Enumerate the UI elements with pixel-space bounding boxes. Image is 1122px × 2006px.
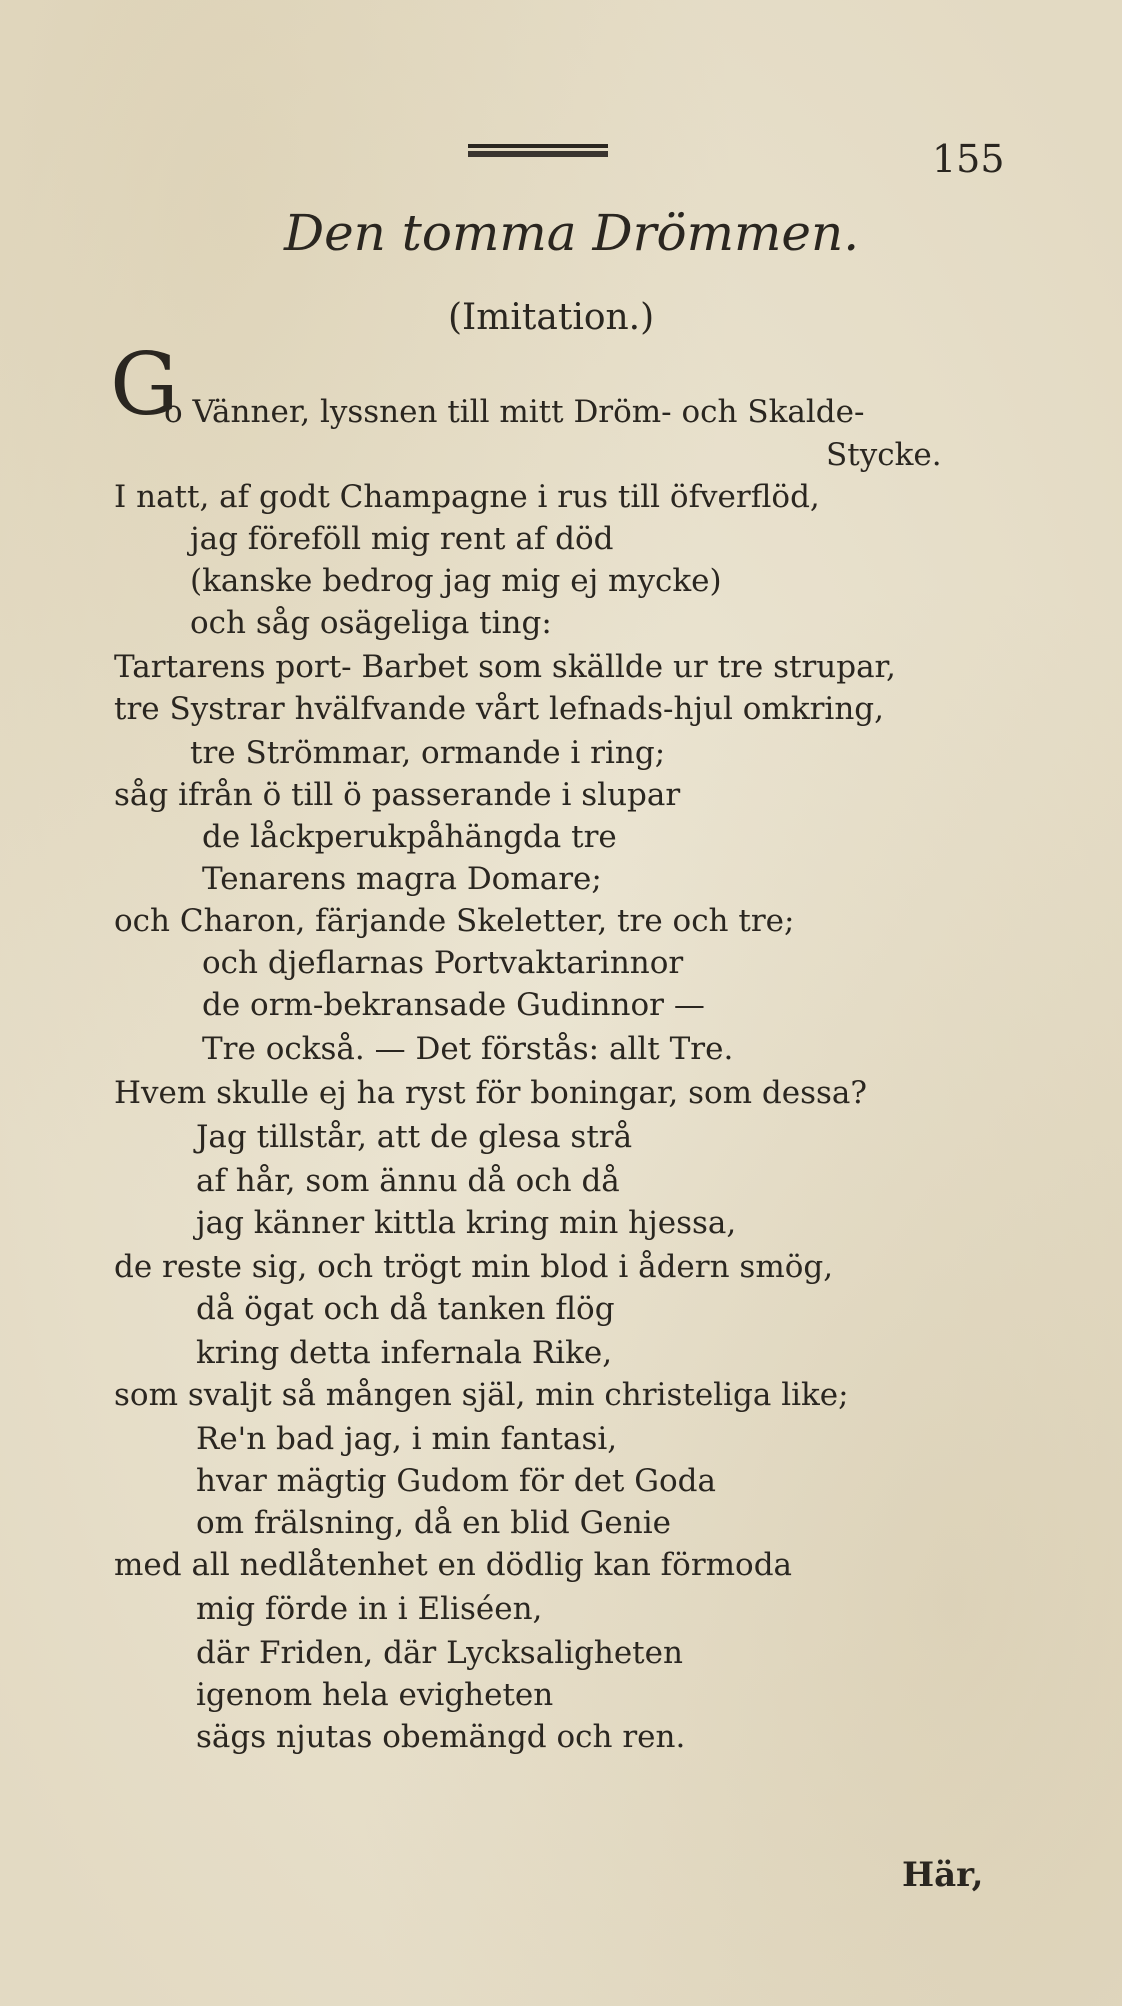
drop-cap: G	[110, 335, 179, 435]
poem-subtitle: (Imitation.)	[448, 297, 655, 338]
poem-title: Den tomma Drömmen.	[284, 204, 860, 262]
catchword: Här,	[902, 1855, 984, 1895]
header-rule	[468, 144, 608, 157]
book-page: 155 Den tomma Drömmen. (Imitation.) G o Vänner, lyssnen till mitt Dröm- och Skalde- Stycke. I natt, af godt Champagne i rus till öfverflöd, jag föreföll mig rent af död (kanske bedrog jag mig ej mycke) och såg osägeliga ting: Tartarens port- Barbet som skällde ur tre strupar, tre Systrar hvälfvande vårt lefnads-hjul omkring, tre Strömmar, ormande i ring; såg ifrån ö till ö passerande i slupar de låckperukpåhängda tre Tenarens magra Domare; och Charon, färjande Skeletter, tre och tre; och djeflarnas Portvaktarinnor de orm-bekransade Gudinnor — Tre också. — Det förstås: allt Tre. Hvem skulle ej ha ryst för boningar, som dessa? Jag tillstår, att de glesa strå af hår, som ännu då och då jag känner kittla kring min hjessa, de reste sig, och trögt min blod i ådern smög, då ögat och då tanken flög kring detta infernala Rike, som svaljt så mången själ, min christeliga like; Re'n bad jag, i min fantasi, hvar mägtig Gudom för det Goda om frälsning, då en blid Genie med all nedlåtenhet en dödlig kan förmoda mig förde in i Eliséen, där Friden, där Lycksaligheten igenom hela evigheten sägs njutas obemängd och ren. Här,	[0, 0, 1122, 2006]
page-number: 155	[932, 137, 1005, 181]
